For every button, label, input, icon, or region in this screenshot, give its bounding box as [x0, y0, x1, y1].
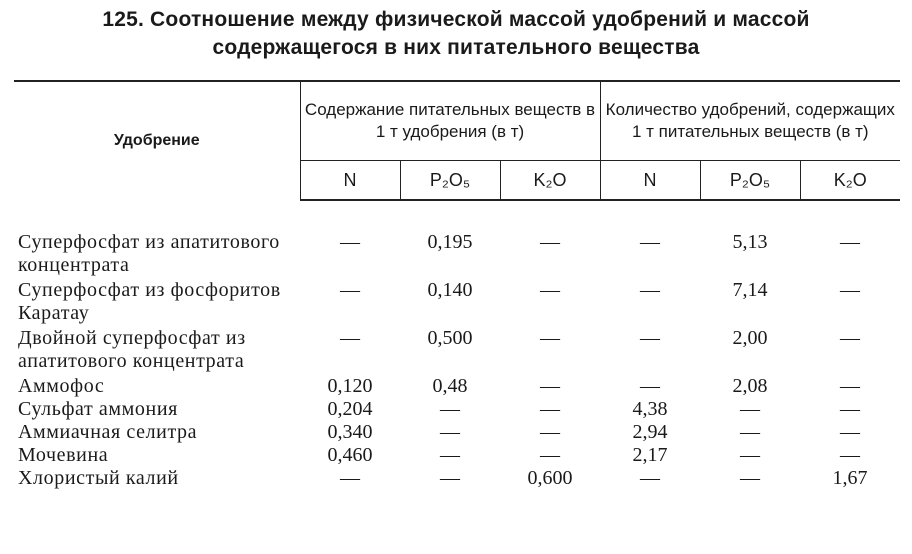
fertilizer-name: Суперфосфат из апатитового концентрата [18, 231, 280, 276]
cell-value: — [840, 398, 861, 420]
cell-value: 2,94 [632, 421, 668, 443]
cell-value: 0,340 [327, 421, 373, 443]
table-row [14, 398, 900, 421]
table-row [14, 279, 900, 327]
cell-value: 2,17 [632, 444, 668, 466]
cell-value: 0,460 [327, 444, 373, 466]
cell-value: — [840, 327, 861, 349]
cell-value: — [640, 375, 661, 397]
fertilizer-table [14, 80, 900, 490]
cell-value: — [340, 231, 360, 253]
cell-value: — [640, 327, 661, 349]
cell-value: — [640, 279, 661, 301]
cell-value: — [840, 279, 861, 301]
table-row [14, 421, 900, 444]
cell-value: 7,14 [732, 279, 768, 301]
fertilizer-name: Аммофос [18, 375, 105, 397]
fertilizer-name: Двойной суперфосфат из апатитового концентрата [18, 327, 246, 372]
cell-value: 4,38 [632, 398, 668, 420]
cell-value: — [840, 444, 861, 466]
column-header-n-content: N [300, 161, 400, 201]
cell-value: 0,195 [427, 231, 473, 253]
cell-value: — [840, 375, 861, 397]
cell-value: — [740, 444, 761, 466]
cell-value: — [640, 467, 661, 489]
cell-value: — [540, 421, 561, 443]
title-line-1: 125. Соотношение между физической массой удобрений и массой [102, 8, 810, 31]
cell-value: — [740, 421, 761, 443]
cell-value: 0,500 [427, 327, 473, 349]
cell-value: — [740, 467, 761, 489]
cell-value: — [340, 279, 360, 301]
cell-value: — [640, 231, 661, 253]
cell-value: — [340, 327, 360, 349]
cell-value: — [540, 231, 561, 253]
cell-value: 0,48 [432, 375, 468, 397]
column-group-content: Содержание питательных веществ в 1 т удобрения (в т) [300, 81, 600, 161]
cell-value: — [540, 398, 561, 420]
cell-value: — [840, 231, 861, 253]
cell-value: 1,67 [832, 467, 868, 489]
cell-value: — [440, 421, 460, 443]
table-row [14, 467, 900, 490]
table-header [14, 81, 900, 200]
table-row [14, 231, 900, 279]
cell-value: 0,120 [327, 375, 373, 397]
cell-value: — [440, 398, 460, 420]
table-row [14, 444, 900, 467]
page-title [0, 6, 912, 62]
cell-value: 0,204 [327, 398, 373, 420]
cell-value: — [740, 398, 761, 420]
fertilizer-name: Мочевина [18, 444, 109, 466]
column-header-k2o-quantity: K₂O [800, 161, 900, 201]
table-body [14, 200, 900, 490]
table-row [14, 375, 900, 398]
cell-value: 2,00 [732, 327, 768, 349]
cell-value: 2,08 [732, 375, 768, 397]
cell-value: — [540, 444, 561, 466]
cell-value: 0,600 [527, 467, 573, 489]
cell-value: — [540, 327, 561, 349]
cell-value: 5,13 [732, 231, 768, 253]
cell-value: — [440, 467, 460, 489]
column-header-k2o-content: K₂O [500, 161, 600, 201]
cell-value: — [840, 421, 861, 443]
column-header-fertilizer: Удобрение [14, 81, 300, 200]
title-line-2: содержащегося в них питательного вещества [212, 36, 700, 59]
cell-value: — [540, 375, 561, 397]
fertilizer-name: Аммиачная селитра [18, 421, 198, 443]
column-header-n-quantity: N [600, 161, 700, 201]
cell-value: — [340, 467, 360, 489]
cell-value: 0,140 [427, 279, 473, 301]
column-group-quantity: Количество удобрений, содержащих 1 т питательных веществ (в т) [600, 81, 900, 161]
cell-value: — [440, 444, 460, 466]
table-row [14, 327, 900, 375]
column-header-p2o5-quantity: P₂O₅ [700, 161, 800, 201]
fertilizer-name: Суперфосфат из фосфоритов Каратау [18, 279, 281, 324]
cell-value: — [540, 279, 561, 301]
column-header-p2o5-content: P₂O₅ [400, 161, 500, 201]
fertilizer-name: Сульфат аммония [18, 398, 178, 420]
fertilizer-name: Хлористый калий [18, 467, 179, 489]
fertilizer-table-container [14, 80, 900, 490]
